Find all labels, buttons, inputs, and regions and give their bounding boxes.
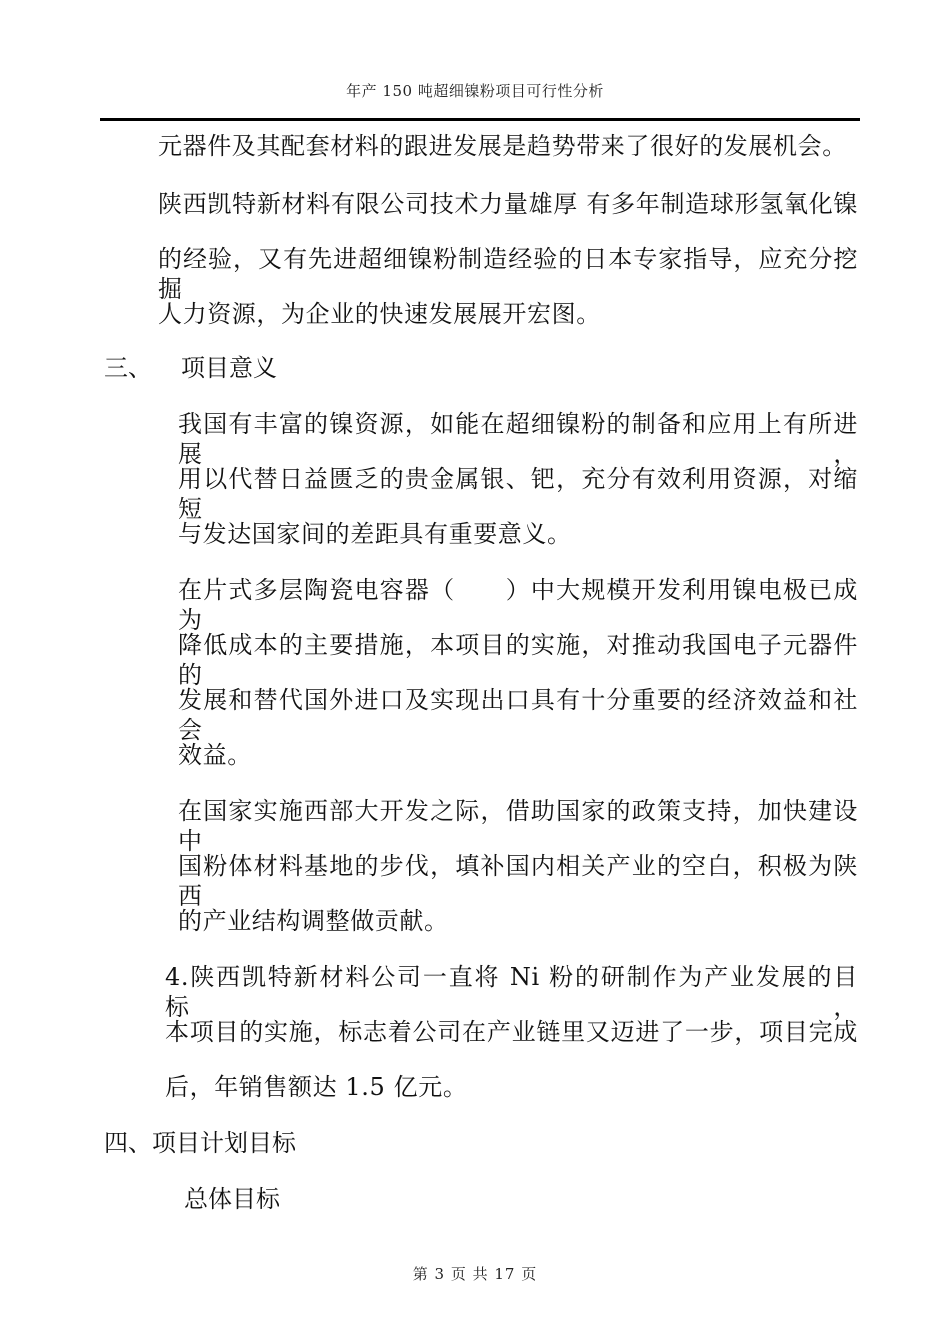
paragraph-line: 发展和替代国外进口及实现出口具有十分重要的经济效益和社会: [178, 686, 858, 744]
section-title: 项目意义: [181, 354, 277, 382]
paragraph-line: 的产业结构调整做贡献。: [178, 907, 449, 935]
paragraph-line: 与发达国家间的差距具有重要意义。: [178, 520, 572, 548]
paragraph-line: 元器件及其配套材料的跟进发展是趋势带来了很好的发展机会。: [158, 132, 847, 160]
paragraph-line: 效益。: [178, 741, 252, 769]
paragraph-line: 后，年销售额达 1.5 亿元。: [165, 1073, 468, 1101]
subsection-title: 总体目标: [184, 1185, 280, 1213]
paragraph-line: 在国家实施西部大开发之际，借助国家的政策支持，加快建设中: [178, 797, 858, 855]
paragraph-line: 4.陕西凯特新材料公司一直将 Ni 粉的研制作为产业发展的目标，: [165, 963, 858, 1021]
paragraph-line: 在片式多层陶瓷电容器（ ）中大规模开发利用镍电极已成为: [178, 576, 858, 634]
paragraph-line: 本项目的实施，标志着公司在产业链里又迈进了一步，项目完成: [165, 1018, 858, 1046]
paragraph-line: 人力资源，为企业的快速发展展开宏图。: [158, 300, 601, 328]
paragraph-line: 的经验，又有先进超细镍粉制造经验的日本专家指导，应充分挖掘: [158, 245, 858, 303]
paragraph-line: 降低成本的主要措施，本项目的实施，对推动我国电子元器件的: [178, 631, 858, 689]
section-number: 三、: [104, 354, 152, 382]
page-number: 第 3 页 共 17 页: [412, 1265, 538, 1283]
header-title: 年产 150 吨超细镍粉项目可行性分析: [346, 82, 604, 100]
paragraph-line: 用以代替日益匮乏的贵金属银、钯，充分有效利用资源，对缩短: [178, 465, 858, 523]
paragraph-line: 国粉体材料基地的步伐，填补国内相关产业的空白，积极为陕西: [178, 852, 858, 910]
section-title: 四、项目计划目标: [104, 1129, 296, 1157]
paragraph-line: 陕西凯特新材料有限公司技术力量雄厚 有多年制造球形氢氧化镍: [158, 190, 858, 218]
header-divider: [100, 118, 860, 121]
paragraph-line: 我国有丰富的镍资源，如能在超细镍粉的制备和应用上有所进展，: [178, 410, 858, 468]
